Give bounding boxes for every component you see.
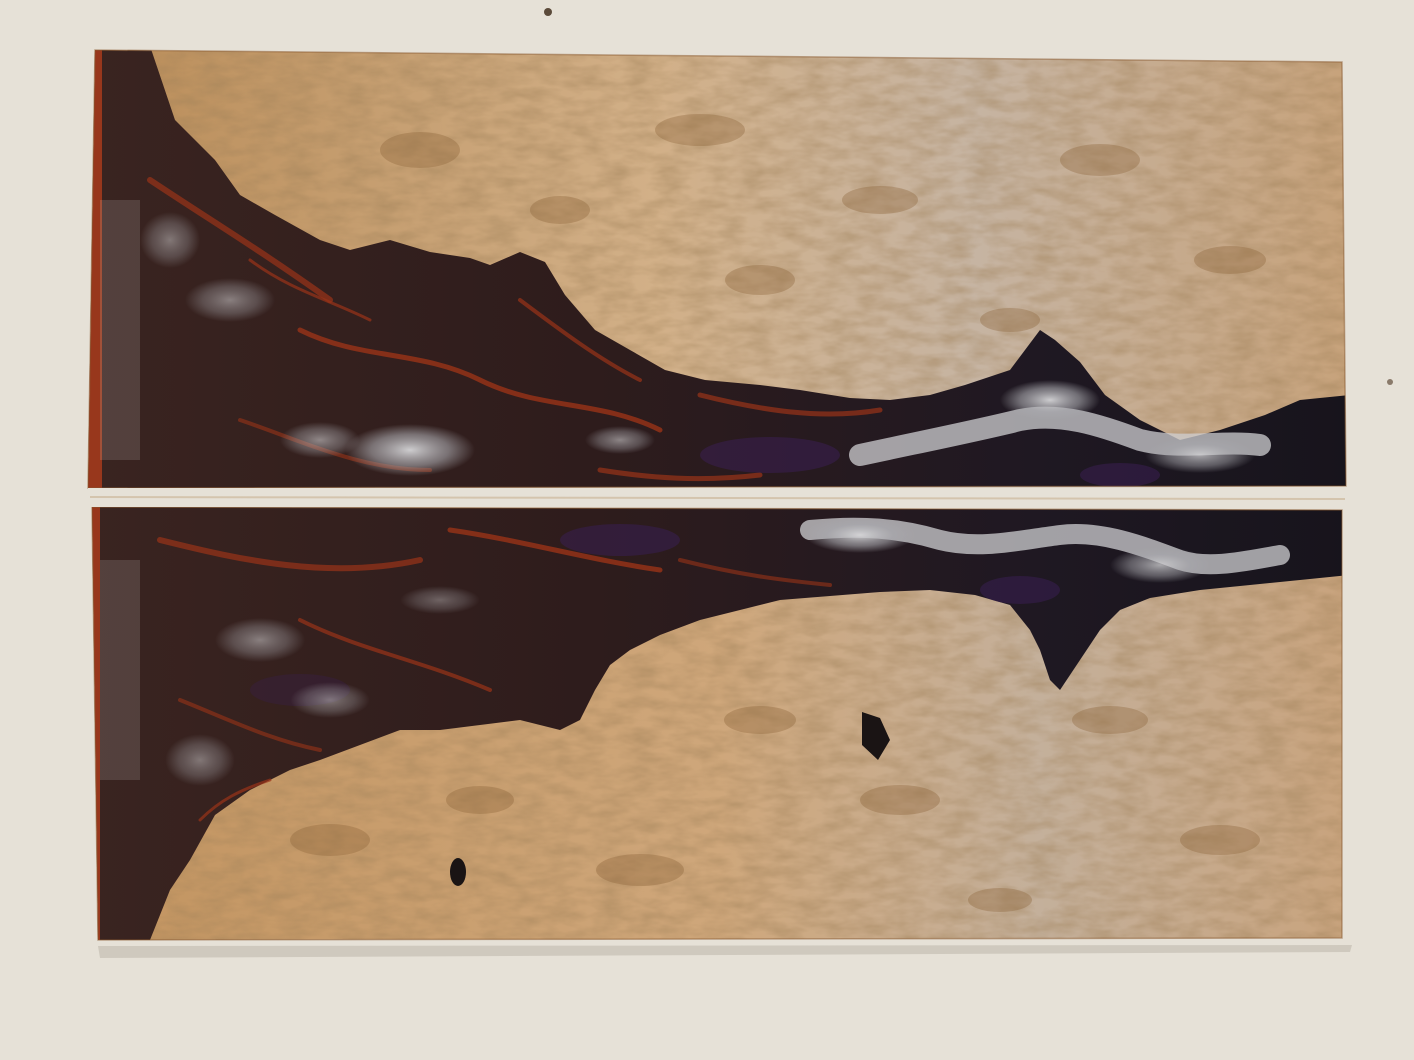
background-speck-2 (1387, 379, 1393, 385)
bottom-void-2 (450, 858, 466, 886)
bottom-scale (80, 500, 1360, 950)
background-speck-1 (544, 8, 552, 16)
bottom-sanding-haze (100, 560, 140, 780)
top-sanding-haze (100, 200, 140, 460)
top-scale (80, 40, 1360, 500)
